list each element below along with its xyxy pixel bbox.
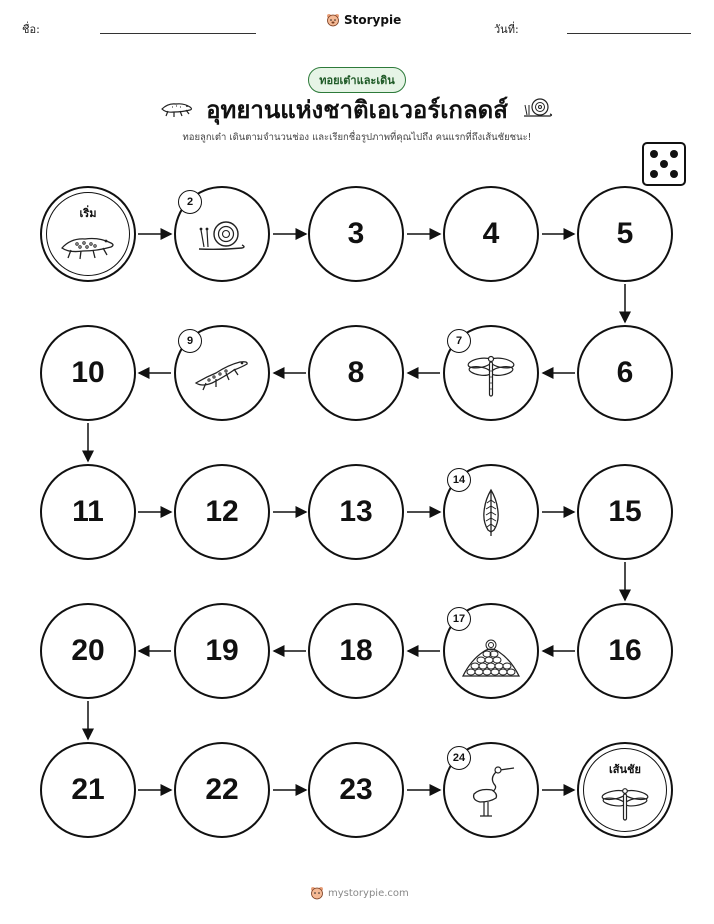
space-number: 18	[339, 634, 373, 667]
space-number-badge: 2	[178, 190, 202, 214]
space-number: 4	[482, 217, 500, 250]
footer-site-link[interactable]: mystorypie.com	[328, 887, 409, 899]
space-number: 23	[339, 773, 373, 806]
board-space-21[interactable]	[40, 742, 136, 838]
space-number: 11	[72, 495, 104, 528]
space-number: 12	[205, 495, 239, 528]
finish-space[interactable]	[577, 742, 673, 838]
space-number: 5	[616, 217, 634, 250]
board-space-11[interactable]	[40, 464, 136, 560]
board-space-13[interactable]	[308, 464, 404, 560]
space-number: 16	[608, 634, 642, 667]
name-label: ชื่อ:	[22, 23, 40, 36]
board-space-24[interactable]	[443, 742, 539, 838]
board-space-18[interactable]	[308, 603, 404, 699]
alligator-icon	[192, 353, 252, 393]
sawgrass-icon	[476, 486, 506, 538]
board-space-2[interactable]	[174, 186, 270, 282]
board-space-9[interactable]	[174, 325, 270, 421]
space-number: 21	[71, 773, 105, 806]
board-space-17[interactable]	[443, 603, 539, 699]
space-number-badge: 9	[178, 329, 202, 353]
board-space-5[interactable]	[577, 186, 673, 282]
space-number-badge: 17	[447, 607, 471, 631]
dragonfly-icon	[465, 347, 517, 399]
board-space-14[interactable]	[443, 464, 539, 560]
board-space-3[interactable]	[308, 186, 404, 282]
space-number: 22	[205, 773, 239, 806]
page-title: อุทยานแห่งชาติเอเวอร์เกลดส์	[206, 96, 508, 124]
start-label: เริ่ม	[79, 207, 97, 220]
date-label: วันที่:	[494, 23, 519, 36]
board-space-19[interactable]	[174, 603, 270, 699]
shell-mound-icon	[461, 638, 521, 678]
board-space-15[interactable]	[577, 464, 673, 560]
storypie-bear-icon	[310, 886, 324, 900]
space-number-badge: 24	[447, 746, 471, 770]
instructions: ทอยลูกเต๋า เดินตามจำนวนช่อง และเรียกชื่อรูปภาพที่คุณไปถึง คนแรกที่ถึงเส้นชัยชนะ!	[182, 132, 532, 143]
footer	[310, 886, 409, 900]
board-space-16[interactable]	[577, 603, 673, 699]
board-space-7[interactable]	[443, 325, 539, 421]
space-number: 10	[71, 356, 105, 389]
finish-label: เส้นชัย	[609, 763, 641, 776]
space-number: 3	[347, 217, 365, 250]
board-space-10[interactable]	[40, 325, 136, 421]
board-space-20[interactable]	[40, 603, 136, 699]
dragonfly-icon	[599, 781, 651, 821]
space-number: 6	[616, 356, 634, 389]
snail-icon	[196, 214, 248, 254]
space-number-badge: 14	[447, 468, 471, 492]
board-space-22[interactable]	[174, 742, 270, 838]
board-space-8[interactable]	[308, 325, 404, 421]
brand-name: Storypie	[344, 13, 402, 27]
space-number: 19	[205, 634, 239, 667]
board-space-4[interactable]	[443, 186, 539, 282]
space-number: 8	[347, 356, 365, 389]
game-type-badge: ทอยเต๋าและเดิน	[308, 67, 406, 93]
board-space-12[interactable]	[174, 464, 270, 560]
space-number: 15	[608, 495, 642, 528]
space-number: 20	[71, 634, 105, 667]
space-number: 13	[339, 495, 373, 528]
board-space-6[interactable]	[577, 325, 673, 421]
start-space[interactable]	[40, 186, 136, 282]
heron-icon	[466, 760, 516, 820]
alligator-icon	[59, 226, 117, 262]
board-space-23[interactable]	[308, 742, 404, 838]
space-number-badge: 7	[447, 329, 471, 353]
